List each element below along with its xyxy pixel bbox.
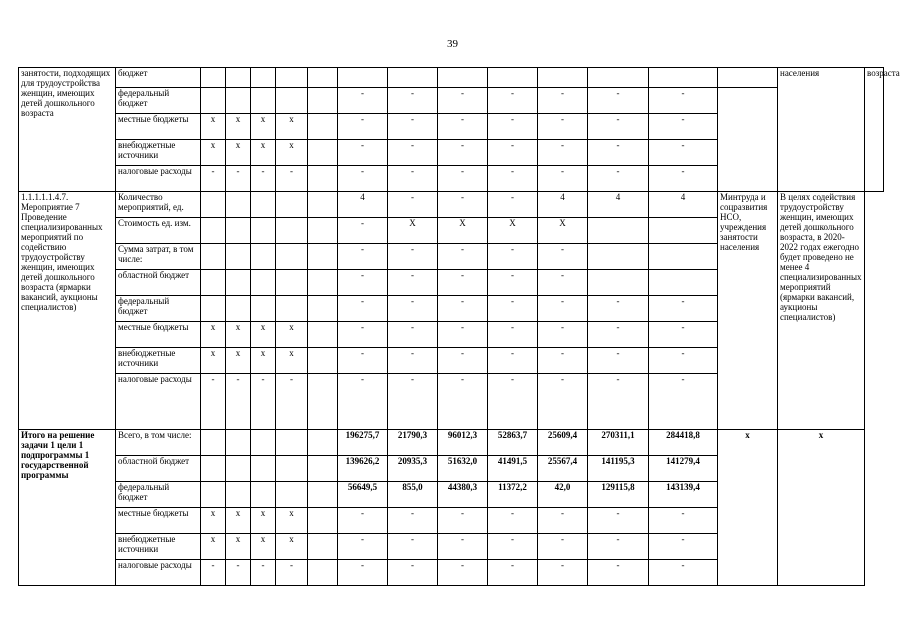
value-cell	[251, 192, 276, 218]
measure-name-cell: Итого на решение задачи 1 цели 1 подпрограммы 1 государственной программы	[19, 430, 116, 586]
value-cell: -	[538, 348, 588, 374]
value-cell: -	[538, 534, 588, 560]
value-cell: 141279,4	[649, 456, 718, 482]
value-cell: х	[251, 322, 276, 348]
value-cell: -	[488, 508, 538, 534]
value-cell: х	[251, 140, 276, 166]
value-cell: -	[488, 348, 538, 374]
value-cell	[308, 140, 338, 166]
value-cell	[276, 482, 308, 508]
value-cell: -	[438, 166, 488, 192]
value-cell	[226, 270, 251, 296]
value-cell: х	[276, 348, 308, 374]
value-cell: 143139,4	[649, 482, 718, 508]
value-cell: 4	[538, 192, 588, 218]
value-cell: -	[388, 348, 438, 374]
value-cell: -	[338, 218, 388, 244]
value-cell: х	[276, 114, 308, 140]
value-cell: -	[649, 348, 718, 374]
value-cell: -	[588, 560, 649, 586]
table-row	[19, 430, 884, 456]
value-cell	[718, 68, 778, 88]
value-cell: -	[649, 166, 718, 192]
value-cell	[201, 430, 226, 456]
value-cell: -	[438, 560, 488, 586]
value-cell: -	[338, 270, 388, 296]
value-cell	[308, 456, 338, 482]
value-cell	[276, 88, 308, 114]
value-cell: -	[226, 166, 251, 192]
value-cell: 855,0	[388, 482, 438, 508]
value-cell: Х	[538, 218, 588, 244]
value-cell: -	[588, 322, 649, 348]
value-cell: 129115,8	[588, 482, 649, 508]
table-row	[19, 140, 884, 166]
value-cell: -	[251, 166, 276, 192]
responsible-cell: населения	[778, 68, 865, 192]
value-cell	[308, 114, 338, 140]
value-cell	[649, 270, 718, 296]
value-cell: -	[438, 508, 488, 534]
value-cell: -	[388, 534, 438, 560]
indicator-label-cell: внебюджетные источники	[116, 140, 201, 166]
value-cell: х	[201, 140, 226, 166]
value-cell: х	[251, 348, 276, 374]
value-cell: х	[201, 114, 226, 140]
value-cell: -	[388, 166, 438, 192]
value-cell: 52863,7	[488, 430, 538, 456]
value-cell	[201, 482, 226, 508]
value-cell: 96012,3	[438, 430, 488, 456]
value-cell: -	[588, 140, 649, 166]
value-cell: -	[438, 88, 488, 114]
value-cell	[276, 218, 308, 244]
value-cell: Х	[438, 218, 488, 244]
value-cell: -	[538, 374, 588, 430]
value-cell: -	[649, 296, 718, 322]
value-cell: х	[201, 534, 226, 560]
measure-name-cell: 1.1.1.1.1.4.7. Мероприятие 7 Проведение специализированных мероприятий по содействию трудоустройству женщин, имеющих детей дошкольного возраста (ярмарки вакансий, аукционы специалистов)	[19, 192, 116, 430]
value-cell: 20935,3	[388, 456, 438, 482]
value-cell: 56649,5	[338, 482, 388, 508]
value-cell: -	[649, 140, 718, 166]
responsible-cell: х	[718, 430, 778, 586]
value-cell	[226, 296, 251, 322]
indicator-label-cell: федеральный бюджет	[116, 296, 201, 322]
table-row	[19, 166, 884, 192]
value-cell: -	[226, 374, 251, 430]
value-cell	[251, 270, 276, 296]
value-cell	[308, 166, 338, 192]
value-cell: 25609,4	[538, 430, 588, 456]
indicator-label-cell: налоговые расходы	[116, 560, 201, 586]
value-cell: -	[588, 166, 649, 192]
value-cell: -	[338, 348, 388, 374]
value-cell: -	[388, 244, 438, 270]
indicator-label-cell: Количество мероприятий, ед.	[116, 192, 201, 218]
value-cell	[438, 68, 488, 88]
value-cell: -	[338, 244, 388, 270]
value-cell: -	[338, 140, 388, 166]
value-cell: -	[538, 296, 588, 322]
value-cell: -	[649, 560, 718, 586]
value-cell: -	[438, 140, 488, 166]
value-cell	[251, 430, 276, 456]
value-cell	[251, 456, 276, 482]
value-cell: х	[226, 140, 251, 166]
responsible-cell: Минтруда и соцразвития НСО, учреждения занятости населения	[718, 192, 778, 430]
indicator-label-cell: областной бюджет	[116, 270, 201, 296]
value-cell: -	[649, 374, 718, 430]
value-cell	[488, 68, 538, 88]
value-cell	[276, 296, 308, 322]
value-cell: -	[538, 244, 588, 270]
value-cell: -	[338, 114, 388, 140]
value-cell: -	[438, 270, 488, 296]
value-cell	[251, 244, 276, 270]
value-cell	[201, 270, 226, 296]
page-number: 39	[447, 38, 458, 50]
value-cell: х	[251, 114, 276, 140]
value-cell	[251, 482, 276, 508]
value-cell: -	[276, 374, 308, 430]
value-cell: 51632,0	[438, 456, 488, 482]
value-cell	[588, 68, 649, 88]
value-cell: -	[538, 88, 588, 114]
value-cell: -	[649, 322, 718, 348]
result-cell: х	[778, 430, 865, 586]
value-cell: -	[338, 322, 388, 348]
value-cell: х	[251, 534, 276, 560]
value-cell: 4	[338, 192, 388, 218]
value-cell: -	[438, 348, 488, 374]
value-cell	[276, 192, 308, 218]
indicator-label-cell: налоговые расходы	[116, 374, 201, 430]
value-cell	[308, 348, 338, 374]
value-cell: -	[338, 534, 388, 560]
value-cell	[201, 456, 226, 482]
value-cell	[308, 560, 338, 586]
value-cell	[649, 68, 718, 88]
value-cell: -	[488, 88, 538, 114]
table-row	[19, 88, 884, 114]
indicator-label-cell: внебюджетные источники	[116, 348, 201, 374]
value-cell: х	[276, 534, 308, 560]
value-cell: 21790,3	[388, 430, 438, 456]
indicator-label-cell: федеральный бюджет	[116, 88, 201, 114]
value-cell: -	[201, 166, 226, 192]
value-cell: -	[538, 560, 588, 586]
value-cell	[201, 192, 226, 218]
value-cell: -	[649, 88, 718, 114]
value-cell: -	[438, 192, 488, 218]
value-cell: -	[538, 322, 588, 348]
value-cell	[308, 430, 338, 456]
result-cell: возраста	[865, 68, 884, 192]
indicator-label-cell: Всего, в том числе:	[116, 430, 201, 456]
value-cell: -	[588, 296, 649, 322]
value-cell	[308, 374, 338, 430]
value-cell: -	[488, 192, 538, 218]
value-cell: -	[438, 296, 488, 322]
value-cell: -	[588, 508, 649, 534]
value-cell: -	[588, 534, 649, 560]
value-cell	[251, 68, 276, 88]
value-cell	[308, 244, 338, 270]
value-cell: 41491,5	[488, 456, 538, 482]
indicator-label-cell: местные бюджеты	[116, 114, 201, 140]
value-cell: -	[438, 374, 488, 430]
value-cell: -	[488, 374, 538, 430]
value-cell: -	[588, 374, 649, 430]
value-cell	[226, 192, 251, 218]
value-cell	[276, 456, 308, 482]
value-cell: -	[338, 560, 388, 586]
value-cell: -	[276, 560, 308, 586]
value-cell	[201, 296, 226, 322]
value-cell: -	[388, 296, 438, 322]
indicator-label-cell: внебюджетные источники	[116, 534, 201, 560]
value-cell: 42,0	[538, 482, 588, 508]
program-table	[18, 67, 900, 586]
value-cell: 141195,3	[588, 456, 649, 482]
value-cell: -	[488, 114, 538, 140]
table-row	[19, 192, 884, 218]
value-cell	[649, 218, 718, 244]
value-cell: -	[538, 140, 588, 166]
value-cell	[226, 218, 251, 244]
value-cell	[308, 218, 338, 244]
value-cell: -	[488, 140, 538, 166]
value-cell: х	[251, 508, 276, 534]
value-cell	[308, 534, 338, 560]
value-cell	[201, 244, 226, 270]
table-row	[19, 68, 884, 88]
table-row	[19, 114, 884, 140]
measure-name-cell: занятости, подходящих для трудоустройства женщин, имеющих детей дошкольного возраста	[19, 68, 116, 192]
value-cell: 25567,4	[538, 456, 588, 482]
value-cell: -	[488, 534, 538, 560]
value-cell: х	[201, 322, 226, 348]
indicator-label-cell: областной бюджет	[116, 456, 201, 482]
indicator-label-cell: бюджет	[116, 68, 201, 88]
value-cell: х	[226, 348, 251, 374]
value-cell: -	[388, 114, 438, 140]
value-cell: -	[388, 140, 438, 166]
value-cell: х	[226, 508, 251, 534]
value-cell: 4	[649, 192, 718, 218]
value-cell	[201, 88, 226, 114]
value-cell	[226, 244, 251, 270]
value-cell: -	[488, 244, 538, 270]
value-cell: 196275,7	[338, 430, 388, 456]
value-cell	[251, 88, 276, 114]
value-cell	[538, 68, 588, 88]
value-cell	[308, 322, 338, 348]
value-cell	[338, 68, 388, 88]
value-cell: -	[338, 374, 388, 430]
value-cell: -	[338, 88, 388, 114]
value-cell: -	[538, 114, 588, 140]
indicator-label-cell: Сумма затрат, в том числе:	[116, 244, 201, 270]
value-cell: х	[226, 534, 251, 560]
value-cell: -	[338, 296, 388, 322]
value-cell: х	[276, 140, 308, 166]
value-cell: -	[388, 560, 438, 586]
value-cell	[308, 482, 338, 508]
value-cell	[226, 88, 251, 114]
value-cell	[201, 218, 226, 244]
value-cell	[308, 270, 338, 296]
value-cell: -	[538, 166, 588, 192]
value-cell: -	[649, 534, 718, 560]
value-cell: -	[438, 534, 488, 560]
value-cell	[308, 192, 338, 218]
value-cell: -	[488, 296, 538, 322]
value-cell	[308, 296, 338, 322]
value-cell: -	[388, 374, 438, 430]
value-cell: -	[276, 166, 308, 192]
value-cell: -	[388, 192, 438, 218]
value-cell	[308, 68, 338, 88]
value-cell: -	[649, 508, 718, 534]
value-cell	[226, 430, 251, 456]
value-cell: -	[388, 270, 438, 296]
value-cell: 44380,3	[438, 482, 488, 508]
value-cell	[276, 68, 308, 88]
value-cell	[388, 68, 438, 88]
value-cell: -	[338, 166, 388, 192]
value-cell: х	[201, 508, 226, 534]
value-cell: -	[388, 508, 438, 534]
value-cell: х	[226, 114, 251, 140]
value-cell	[251, 218, 276, 244]
value-cell: -	[251, 560, 276, 586]
value-cell: 270311,1	[588, 430, 649, 456]
value-cell	[308, 508, 338, 534]
value-cell	[276, 270, 308, 296]
value-cell	[226, 68, 251, 88]
value-cell: Х	[388, 218, 438, 244]
value-cell: х	[276, 322, 308, 348]
value-cell: -	[488, 560, 538, 586]
indicator-label-cell: федеральный бюджет	[116, 482, 201, 508]
value-cell	[588, 270, 649, 296]
value-cell: -	[538, 508, 588, 534]
value-cell: -	[388, 322, 438, 348]
indicator-label-cell: местные бюджеты	[116, 508, 201, 534]
value-cell	[226, 456, 251, 482]
value-cell	[226, 482, 251, 508]
value-cell: -	[438, 114, 488, 140]
value-cell: -	[488, 166, 538, 192]
value-cell	[276, 430, 308, 456]
value-cell: -	[588, 88, 649, 114]
value-cell: -	[251, 374, 276, 430]
value-cell: Х	[488, 218, 538, 244]
value-cell: х	[226, 322, 251, 348]
value-cell: -	[201, 560, 226, 586]
value-cell: -	[538, 270, 588, 296]
value-cell: -	[488, 270, 538, 296]
value-cell: х	[201, 348, 226, 374]
value-cell: -	[388, 88, 438, 114]
value-cell: -	[226, 560, 251, 586]
value-cell	[588, 218, 649, 244]
value-cell: х	[276, 508, 308, 534]
indicator-label-cell: налоговые расходы	[116, 166, 201, 192]
value-cell: 4	[588, 192, 649, 218]
value-cell: -	[201, 374, 226, 430]
value-cell: -	[588, 114, 649, 140]
value-cell: -	[588, 348, 649, 374]
indicator-label-cell: Стоимость ед. изм.	[116, 218, 201, 244]
indicator-label-cell: местные бюджеты	[116, 322, 201, 348]
value-cell: 284418,8	[649, 430, 718, 456]
value-cell: -	[488, 322, 538, 348]
value-cell: -	[438, 322, 488, 348]
result-cell: В целях содействия трудоустройству женщин, имеющих детей дошкольного возраста, в 2020-2022 годах ежегодно будет проведено не менее 4 специализированных мероприятий (ярмарки вакансий, аукционы специалистов)	[778, 192, 865, 430]
value-cell	[308, 88, 338, 114]
value-cell	[588, 244, 649, 270]
value-cell: -	[338, 508, 388, 534]
value-cell	[276, 244, 308, 270]
value-cell: 11372,2	[488, 482, 538, 508]
value-cell	[649, 244, 718, 270]
value-cell: 139626,2	[338, 456, 388, 482]
value-cell: -	[649, 114, 718, 140]
value-cell	[251, 296, 276, 322]
value-cell	[201, 68, 226, 88]
value-cell: -	[438, 244, 488, 270]
